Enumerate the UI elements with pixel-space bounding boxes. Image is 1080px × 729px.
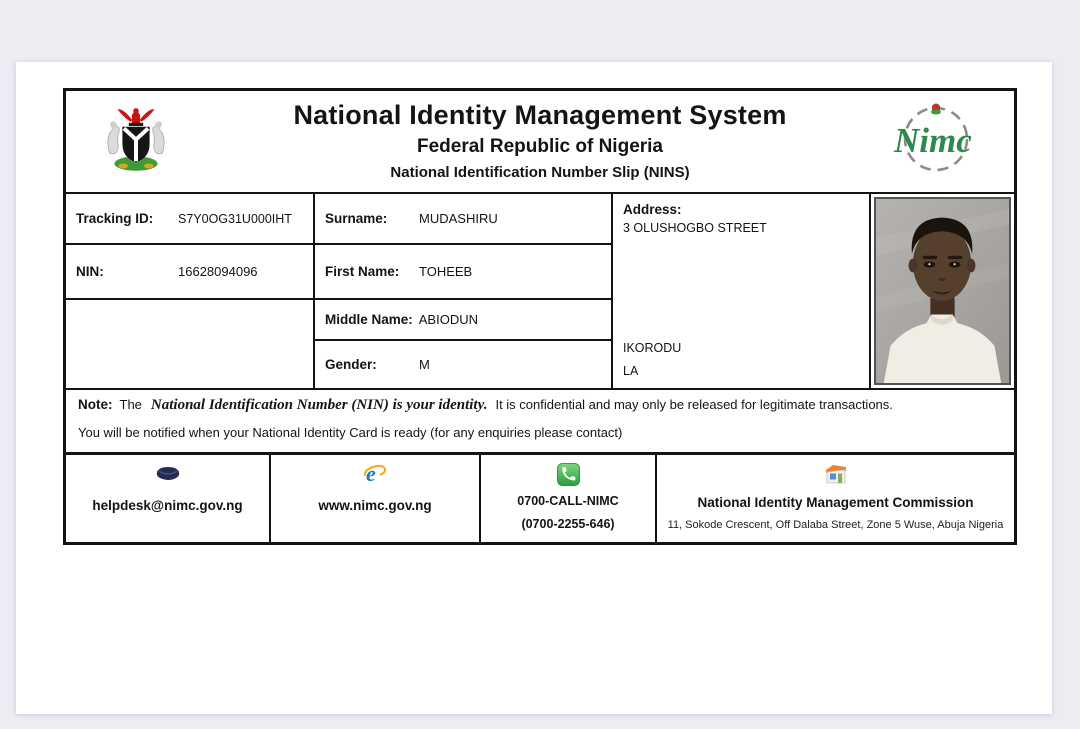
middle-name-row <box>315 300 611 341</box>
phone-number: (0700-2255-646) <box>521 517 615 531</box>
first-name-row <box>315 245 611 300</box>
note-emphasis: National Identification Number (NIN) is your identity. <box>150 397 488 413</box>
column-ids <box>66 194 315 388</box>
note-label: Note: <box>78 397 113 412</box>
website-url: www.nimc.gov.ng <box>318 498 432 513</box>
slip-title: National Identification Number Slip (NINS) <box>390 164 690 181</box>
nins-slip-table <box>63 88 1017 545</box>
contact-footer <box>66 452 1014 542</box>
surname-value: MUDASHIRU <box>419 211 498 226</box>
gender-label: Gender: <box>325 357 377 372</box>
commission-address: 11, Sokode Crescent, Off Dalaba Street, Zone 5 Wuse, Abuja Nigeria <box>667 519 1004 531</box>
photo-cell <box>871 194 1014 388</box>
address-street: 3 OLUSHOGBO STREET <box>623 221 767 235</box>
nin-label: NIN: <box>76 264 104 279</box>
document-page <box>16 62 1052 714</box>
internet-explorer-icon <box>363 462 387 486</box>
main-title: National Identity Management System <box>293 100 787 130</box>
first-name-label: First Name: <box>325 264 400 279</box>
empty-cell <box>66 300 313 388</box>
note-line-2: You will be notified when your National Identity Card is ready (for any enquiries please contact) <box>78 425 623 440</box>
portrait-photo <box>874 197 1011 385</box>
tracking-id-value: S7Y0OG31U000IHT <box>178 211 292 226</box>
note-rest: It is confidential and may only be released for legitimate transactions. <box>495 397 893 412</box>
phone-name: 0700-CALL-NIMC <box>517 494 619 508</box>
phone-icon <box>557 462 580 486</box>
note-lead: The <box>119 397 142 412</box>
nimc-logo-text: Nimc <box>894 121 972 160</box>
header-titles <box>66 91 1014 181</box>
note-line-1 <box>78 397 1002 414</box>
gender-value: M <box>419 357 430 372</box>
website-cell <box>271 455 481 542</box>
helpdesk-email: helpdesk@nimc.gov.ng <box>92 498 243 513</box>
first-name-value: TOHEEB <box>419 264 473 279</box>
mail-icon <box>155 462 181 486</box>
middle-name-label: Middle Name: <box>325 312 413 327</box>
commission-building-icon <box>825 462 847 486</box>
subtitle: Federal Republic of Nigeria <box>417 136 663 157</box>
gender-row <box>315 341 611 388</box>
address-label: Address: <box>623 202 682 217</box>
commission-name: National Identity Management Commission <box>697 495 974 510</box>
surname-row <box>315 194 611 245</box>
slip-header <box>66 91 1014 192</box>
column-names <box>315 194 613 388</box>
surname-label: Surname: <box>325 211 388 226</box>
nimc-logo-icon <box>880 97 992 181</box>
address-cell <box>613 194 871 388</box>
svg-text:e: e <box>366 462 376 486</box>
address-state: LA <box>623 364 639 378</box>
middle-name-value: ABIODUN <box>418 312 478 327</box>
identity-data-grid <box>66 192 1014 388</box>
nin-row <box>66 245 313 300</box>
phone-cell <box>481 455 657 542</box>
tracking-id-row <box>66 194 313 245</box>
commission-cell <box>657 455 1014 542</box>
nin-value: 16628094096 <box>178 264 258 279</box>
email-cell <box>66 455 271 542</box>
note-section <box>66 388 1014 452</box>
tracking-id-label: Tracking ID: <box>76 211 154 226</box>
portrait-photo-image <box>876 199 1009 383</box>
address-city: IKORODU <box>623 341 682 355</box>
